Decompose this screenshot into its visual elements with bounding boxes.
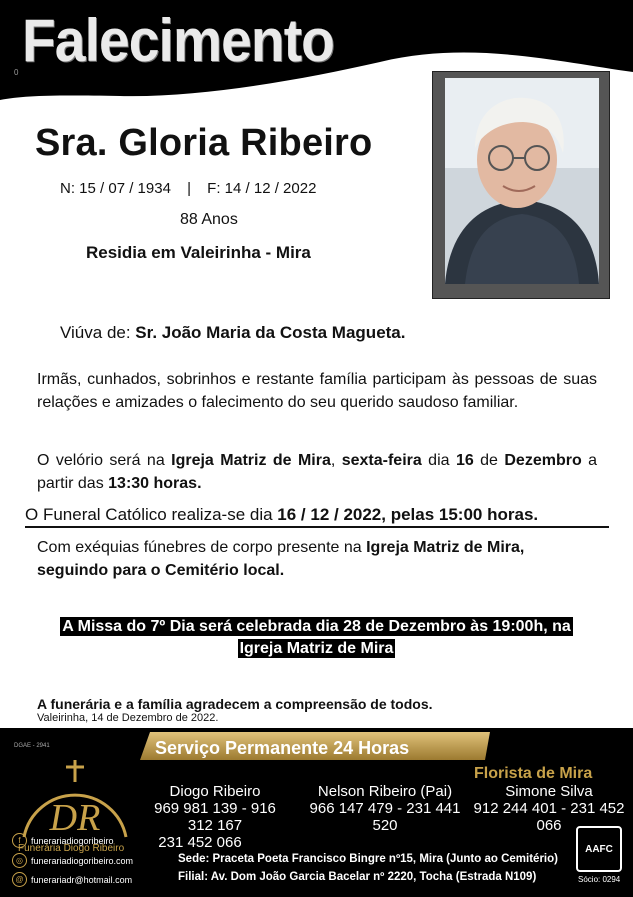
contact-name: Diogo Ribeiro (169, 783, 261, 800)
globe-icon: ◎ (12, 853, 27, 868)
exequies-text: Com exéquias fúnebres de corpo presente na (37, 539, 367, 556)
social-label: funerariadiogoribeiro.com (31, 855, 134, 866)
exequies-paragraph (37, 536, 597, 582)
social-label: funerariadiogoribeiro (31, 835, 114, 846)
address-hq: Sede: Praceta Poeta Francisco Bingre nº15, Mira (Junto ao Cemitério) (178, 853, 558, 865)
wake-text: , (330, 452, 342, 469)
mass-line-1 (0, 618, 633, 636)
wake-daynum: 16 (455, 452, 474, 469)
page-title: Falecimento (22, 7, 334, 74)
contact-diogo (140, 783, 290, 851)
portrait-photo (433, 72, 609, 298)
facebook-link[interactable] (12, 833, 114, 848)
wake-text: a partir das (37, 452, 598, 492)
funeral-text: O Funeral Católico realiza-se dia (25, 505, 278, 524)
service-banner-text: Serviço Permanente 24 Horas (155, 738, 410, 758)
facebook-icon: f (12, 833, 27, 848)
social-label: funerariadr@hotmail.com (31, 874, 133, 885)
wake-month: Dezembro (504, 452, 582, 469)
exequies-place: Igreja Matriz de Mira, (366, 539, 525, 556)
logo-name: Funerária Diogo Ribeiro (18, 843, 125, 854)
widow-line (60, 323, 406, 343)
contact-phones: 969 981 139 - 916 312 167 (154, 800, 276, 834)
contact-phones: 231 452 066 (158, 834, 242, 851)
dgae-code: DGAE - 2941 (14, 743, 50, 749)
aafc-badge: AAFC (576, 826, 622, 872)
email-icon: @ (12, 872, 27, 887)
florist-name: Florista de Mira (474, 765, 593, 782)
contact-name: Simone Silva (505, 783, 593, 800)
spouse-name: Sr. João Maria da Costa Magueta. (135, 323, 406, 342)
email-link[interactable] (12, 872, 132, 887)
exequies-destination: seguindo para o Cemitério local. (37, 562, 285, 579)
age: 88 Anos (180, 211, 238, 228)
residence: Residia em Valeirinha - Mira (86, 243, 311, 262)
death-date: F: 14 / 12 / 2022 (207, 180, 317, 197)
wake-text: de (473, 452, 505, 469)
member-number: Sócio: 0294 (578, 875, 621, 884)
place-date: Valeirinha, 14 de Dezembro de 2022. (37, 712, 219, 724)
contact-name: Nelson Ribeiro (Pai) (317, 783, 453, 800)
birth-date: N: 15 / 07 / 1934 (60, 180, 171, 197)
mass-place: Igreja Matriz de Mira (239, 640, 394, 657)
mass-text: A Missa do 7º Dia será celebrada dia 28 de Dezembro às 19:00h, na (62, 618, 571, 635)
family-paragraph: Irmãs, cunhados, sobrinhos e restante família participam às pessoas de suas relações e amizades o falecimento do seu querido saudoso familiar. (37, 371, 597, 411)
funeral-when: 16 / 12 / 2022, pelas 15:00 horas. (277, 505, 539, 524)
wake-day: sexta-feira (341, 452, 422, 469)
funeral-line (25, 505, 609, 528)
wake-text: O velório será na (37, 452, 172, 469)
funeral-home-logo (16, 752, 134, 842)
wake-place: Igreja Matriz de Mira (171, 452, 331, 469)
contact-nelson (305, 783, 465, 834)
website-link[interactable] (12, 853, 133, 868)
address-branch: Filial: Av. Dom João Garcia Bacelar nº 2220, Tocha (Estrada N109) (178, 871, 537, 883)
wake-time: 13:30 horas. (108, 475, 202, 492)
wake-paragraph (37, 449, 597, 495)
date-separator: | (187, 180, 191, 197)
mass-line-2 (0, 640, 633, 658)
thanks-line: A funerária e a família agradecem a compreensão de todos. (37, 696, 433, 712)
logo-letters: DR (49, 797, 101, 839)
deceased-name: Sra. Gloria Ribeiro (35, 122, 373, 164)
life-dates (60, 180, 316, 197)
contact-phones: 966 147 479 - 231 441 520 (309, 800, 461, 834)
widow-prefix: Viúva de: (60, 323, 136, 342)
header-mark: 0 (14, 68, 19, 77)
wake-text: dia (421, 452, 456, 469)
contact-phones: 912 244 401 - 231 452 066 (473, 800, 625, 834)
